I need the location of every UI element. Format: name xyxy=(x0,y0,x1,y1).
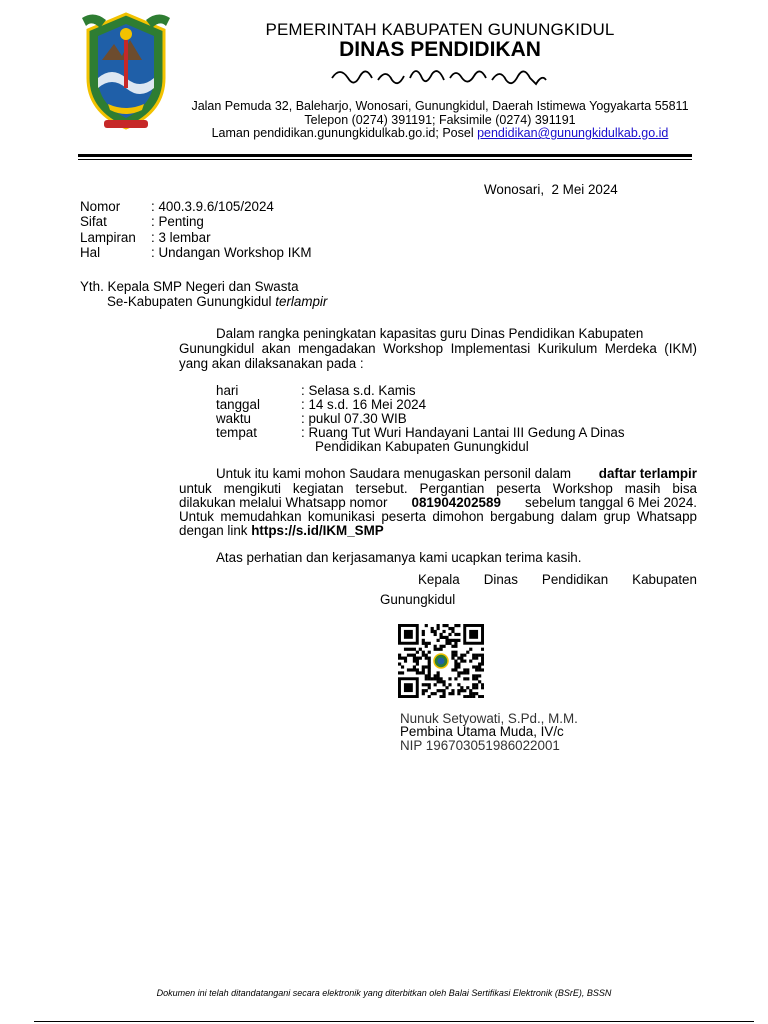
date-value: 2 Mei 2024 xyxy=(551,182,618,197)
paragraph-2-line-4: Untuk memudahkan komunikasi peserta dimohon bergabung dalam grup Whatsapp xyxy=(179,509,697,524)
detail-value-hari: : Selasa s.d. Kamis xyxy=(301,383,416,398)
letterhead-javanese-script xyxy=(180,64,700,96)
paragraph-2-text-b: dilakukan melalui Whatsapp nomor xyxy=(179,495,388,510)
signature-title-word-3: Pendidikan xyxy=(541,572,609,587)
letterhead-agency: DINAS PENDIDIKAN xyxy=(339,38,541,61)
signature-title-word-1: Kepala xyxy=(418,572,460,587)
electronic-signature-footer: Dokumen ini telah ditandatangani secara elektronik yang diterbitkan oleh Balai Sertifikasi Elektronik (BSrE), BSSN xyxy=(156,988,612,998)
meta-value-nomor: : 400.3.9.6/105/2024 xyxy=(151,199,274,214)
paragraph-2-text-a: Untuk itu kami mohon Saudara menugaskan personil dalam xyxy=(216,466,572,481)
signature-qr-code xyxy=(398,624,484,698)
paragraph-2-attached-list: daftar terlampir xyxy=(598,466,697,481)
paragraph-1-line-2: Gunungkidul akan mengadakan Workshop Implementasi Kurikulum Merdeka (IKM) xyxy=(179,341,697,356)
signatory-name: Nunuk Setyowati, S.Pd., M.M. xyxy=(400,711,578,726)
paragraph-2-line-2: untuk mengikuti kegiatan tersebut. Pergantian peserta Workshop masih bisa xyxy=(179,481,697,496)
signature-title-line-2: Gunungkidul xyxy=(380,592,456,607)
detail-label-tanggal: tanggal xyxy=(216,397,260,412)
letterhead-government: PEMERINTAH KABUPATEN GUNUNGKIDUL xyxy=(265,20,615,39)
signature-title-word-2: Dinas xyxy=(483,572,518,587)
paragraph-2-text-c: sebelum tanggal 6 Mei 2024. xyxy=(525,495,697,510)
detail-value-tempat: : Ruang Tut Wuri Handayani Lantai III Gedung A Dinas xyxy=(301,425,625,440)
meta-label-nomor: Nomor xyxy=(80,199,121,214)
paragraph-2-line-5 xyxy=(179,523,384,538)
meta-value-sifat: : Penting xyxy=(151,214,204,229)
letterhead-rule-thick xyxy=(78,154,692,157)
email-link[interactable]: pendidikan@gunungkidulkab.go.id xyxy=(477,126,669,140)
recipient-line-2 xyxy=(107,294,327,309)
meta-value-lampiran: : 3 lembar xyxy=(151,230,211,245)
detail-value-tanggal: : 14 s.d. 16 Mei 2024 xyxy=(301,397,427,412)
signatory-rank: Pembina Utama Muda, IV/c xyxy=(400,724,564,739)
recipient-line-1: Yth. Kepala SMP Negeri dan Swasta xyxy=(80,279,299,294)
detail-value-tempat-cont: Pendidikan Kabupaten Gunungkidul xyxy=(315,439,529,454)
meta-value-hal: : Undangan Workshop IKM xyxy=(151,245,312,260)
detail-label-hari: hari xyxy=(216,383,239,398)
recipient-area: Se-Kabupaten Gunungkidul xyxy=(107,294,272,309)
letter-date xyxy=(484,182,618,197)
meta-label-hal: Hal xyxy=(80,245,101,260)
paragraph-2-text-d: dengan link xyxy=(179,523,248,538)
whatsapp-number: 081904202589 xyxy=(411,495,501,510)
signature-title-line-1 xyxy=(418,572,697,587)
paragraph-2-line-3 xyxy=(179,495,697,510)
signature-title-word-4: Kabupaten xyxy=(632,572,697,587)
letterhead-phone: Telepon (0274) 391191; Faksimile (0274) 391191 xyxy=(304,113,576,127)
regency-emblem-logo xyxy=(78,8,174,132)
letterhead-rule-thin xyxy=(78,159,692,160)
detail-label-tempat: tempat xyxy=(216,425,257,440)
page-bottom-line xyxy=(34,1021,754,1022)
detail-label-waktu: waktu xyxy=(216,411,251,426)
date-place: Wonosari, xyxy=(484,182,545,197)
signatory-nip: NIP 196703051986022001 xyxy=(400,738,560,753)
letterhead-web xyxy=(180,126,700,140)
letterhead-web-prefix: Laman pendidikan.gunungkidulkab.go.id; Posel xyxy=(211,126,474,140)
meta-label-lampiran: Lampiran xyxy=(80,230,136,245)
paragraph-2-line-1 xyxy=(216,466,697,481)
whatsapp-group-link[interactable]: https://s.id/IKM_SMP xyxy=(251,523,384,538)
paragraph-1-line-3: yang akan dilaksanakan pada : xyxy=(179,356,364,371)
paragraph-1-line-1: Dalam rangka peningkatan kapasitas guru Dinas Pendidikan Kabupaten xyxy=(216,326,644,341)
letterhead-address: Jalan Pemuda 32, Baleharjo, Wonosari, Gunungkidul, Daerah Istimewa Yogyakarta 55811 xyxy=(191,99,689,113)
recipient-attached-note: terlampir xyxy=(275,294,328,309)
meta-label-sifat: Sifat xyxy=(80,214,107,229)
closing-sentence: Atas perhatian dan kerjasamanya kami ucapkan terima kasih. xyxy=(216,550,582,565)
detail-value-waktu: : pukul 07.30 WIB xyxy=(301,411,407,426)
